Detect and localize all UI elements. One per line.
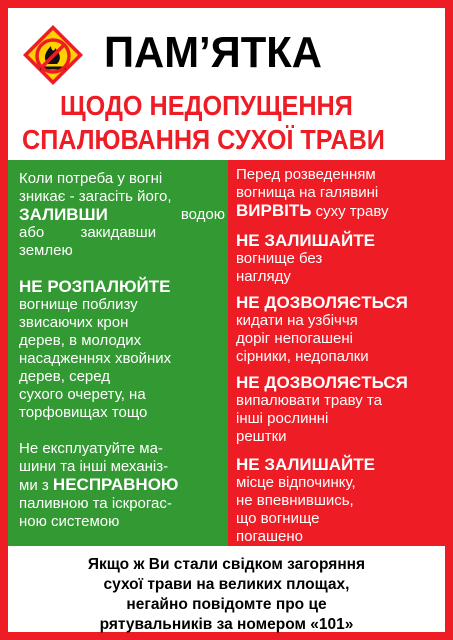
text-line: вогнище без [236,250,323,267]
text-line: або закидавши [19,224,157,241]
footer-notice [8,546,445,632]
text-line: погашено [236,528,303,545]
emphasis-text: ВИРВІТЬ [236,201,312,220]
text-line: Не експлуатуйте ма- [19,440,163,457]
text-line: дерев, серед [19,368,111,385]
page-title: ПАМ’ЯТКА [104,28,322,77]
text-line: дерев, в молодих [19,332,142,349]
footer-line: рятувальників за номером «101» [99,616,354,633]
text-line: сухого очерету, на [19,386,146,403]
text-line [236,202,441,221]
text-line: місце відпочинку, [236,474,356,491]
right-column [228,160,445,546]
warning-heading: НЕ ЗАЛИШАЙТЕ [236,231,375,250]
text-line [19,476,225,495]
right-paragraph-5 [236,456,441,546]
footer-text [8,546,445,635]
text-line: звисаючих крон [19,314,129,331]
text-line: вогнища на галявині [236,184,379,201]
warning-heading: НЕ ДОЗВОЛЯЄТЬСЯ [236,373,408,392]
text-line: що вогнище [236,510,320,527]
text-line: вогнище поблизу [19,296,138,313]
text-line: Коли потреба у вогні [19,170,163,187]
warning-heading: НЕ ЗАЛИШАЙТЕ [236,455,375,474]
text-line: сірники, недопалки [236,348,369,365]
right-paragraph-3 [236,294,441,366]
subtitle-line-2: СПАЛЮВАННЯ СУХОЇ ТРАВИ [22,124,385,155]
no-fire-icon [22,24,84,86]
text-line: доріг непогашені [236,330,353,347]
text-line: насадженнях хвойних [19,350,172,367]
warning-heading: НЕ ДОЗВОЛЯЄТЬСЯ [236,293,408,312]
left-paragraph-2 [19,278,225,422]
text-line [19,206,225,224]
text-line: рештки [236,428,287,445]
right-paragraph-1 [236,166,441,221]
text-line: Перед розведенням [236,166,376,183]
subtitle-line-1: ЩОДО НЕДОПУЩЕННЯ [60,90,353,121]
right-paragraph-4 [236,374,441,446]
text-line: не впевнившись, [236,492,354,509]
text-span: водою [180,206,225,223]
footer-line: Якщо ж Ви стали свідком загоряння [87,556,366,573]
emphasis-text: ЗАЛИВШИ [19,205,108,224]
left-paragraph-1 [19,170,225,260]
text-line: зникає - загасіть його, [19,188,172,205]
text-line: паливною та іскрогас- [19,495,172,512]
text-span: суху траву [315,203,389,220]
emphasis-text: НЕСПРАВНОЮ [52,475,179,494]
left-paragraph-3 [19,440,225,531]
text-line: землею [19,242,73,259]
text-line: кидати на узбіччя [236,312,358,329]
warning-heading: НЕ РОЗПАЛЮЙТЕ [19,277,171,296]
text-line: нагляду [236,268,291,285]
text-line: ною системою [19,513,120,530]
text-line: торфовищах тощо [19,404,148,421]
footer-line: негайно повідомте про це [126,596,327,613]
right-paragraph-2 [236,232,441,286]
text-line: випалювати траву та [236,392,382,409]
text-span: ми з [19,477,49,494]
left-column [8,160,228,546]
text-line: шини та інші механіз- [19,458,169,475]
header [8,8,445,160]
footer-line: сухої трави на великих площах, [103,576,350,593]
text-line: інші рослинні [236,410,329,427]
